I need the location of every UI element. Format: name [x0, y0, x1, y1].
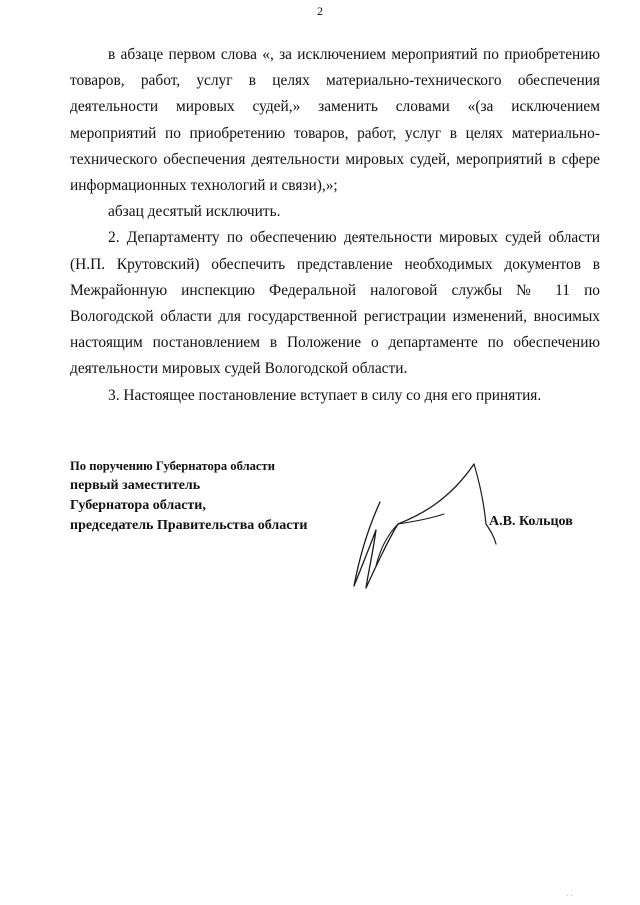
- document-body: [70, 42, 600, 409]
- handwritten-signature: [340, 454, 500, 594]
- signatory-title: [70, 456, 307, 536]
- paragraph-exclusion: абзац десятый исключить.: [108, 203, 281, 221]
- paragraph-item-2: 2. Департаменту по обеспечению деятельности мировых судей области (Н.П. Крутовский) обеспечить представление необходимых документов в Межрайонную инспекцию Федеральной налоговой службы № 11 по Вологодской области для государственной регистрации изменений, вносимых настоящим постановлением в Положение о департаменте по обеспечению деятельности мировых судей Вологодской области.: [70, 229, 600, 378]
- paragraph-item-3: 3. Настоящее постановление вступает в силу со дня его принятия.: [108, 386, 542, 404]
- signatory-line-1: По поручению Губернатора области: [70, 459, 275, 473]
- signatory-line-4: председатель Правительства области: [70, 518, 308, 533]
- corner-mark: · ·: [566, 892, 573, 900]
- paragraph-amendment: в абзаце первом слова «, за исключением мероприятий по приобретению товаров, работ, услуг в целях материально-технического обеспечения деятельности мировых судей,» заменить словами «(за исключением мероприятий по приобретению товаров, работ, услуг в целях материально-технического обеспечения деятельности мировых судей, мероприятий в сфере информационных технологий и связи),»;: [70, 46, 600, 195]
- signatory-name: А.В. Кольцов: [489, 514, 573, 529]
- page-number: 2: [317, 4, 323, 18]
- signatory-line-2: первый заместитель: [70, 478, 201, 493]
- signatory-line-3: Губернатора области,: [70, 498, 206, 513]
